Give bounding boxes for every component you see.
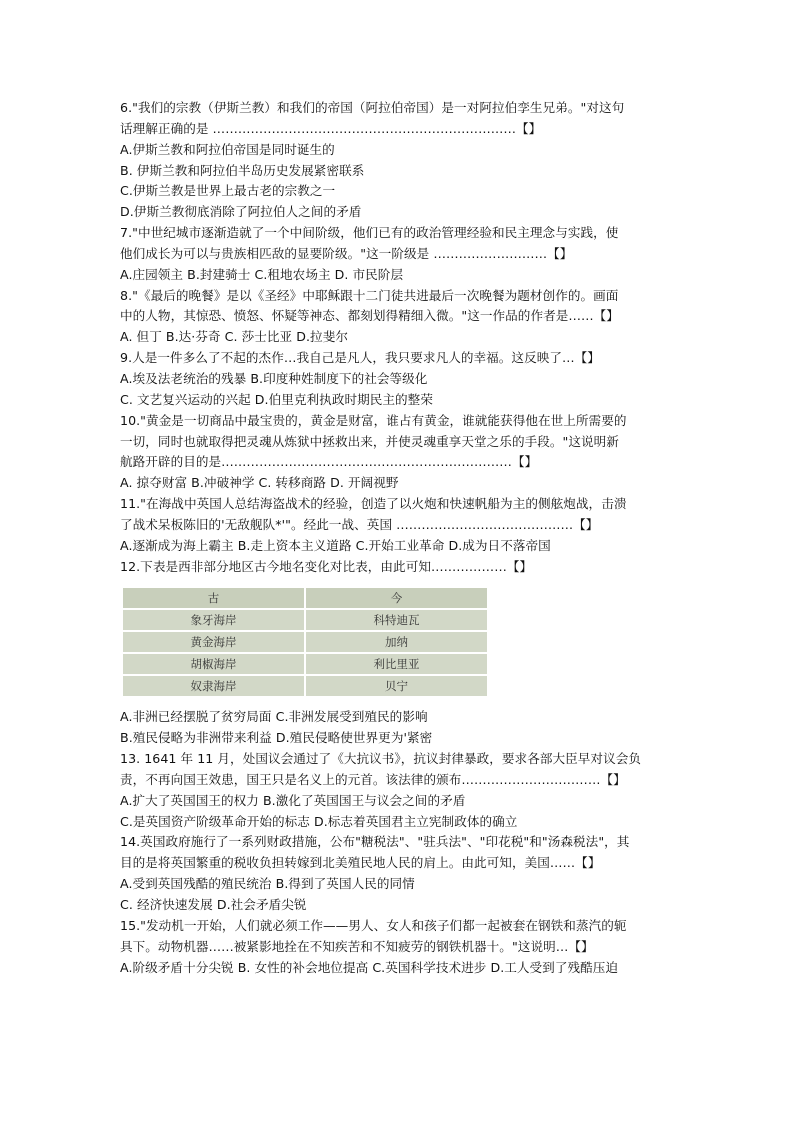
place-name-table [121,586,489,698]
table-header-cell: 今 [305,587,488,609]
text-line: 7."中世纪城市逐渐造就了一个中间阶级，他们已有的政治管理经验和民主理念与实践，使 [120,225,619,241]
text-line: A.阶级矛盾十分尖锐 B. 女性的补会地位提高 C.英国科学技术进步 D.工人受到了残酷压迫 [120,959,619,975]
text-line: A.逐渐成为海上霸主 B.走上资本主义道路 C.开始工业革命 D.成为日不落帝国 [120,537,551,553]
text-line: 8."《最后的晚餐》是以《圣经》中耶稣跟十二门徒共进最后一次晚餐为题材创作的。画面 [120,287,619,303]
text-line: 14.英国政府施行了一系列财政措施，公布"糖税法"、"驻兵法"、"印花税"和"汤森税法"，其 [120,834,630,850]
text-line: 9.人是一件多么了不起的杰作…我自己是凡人，我只要求凡人的幸福。这反映了…【】 [120,350,600,366]
table-row [122,631,488,653]
text-line: 中的人物，其惊恐、愤怒、怀疑等神态、都刻划得精细入微。"这一作品的作者是……【】 [120,308,619,324]
questions-6-to-12 [120,98,680,577]
text-line: 13. 1641 年 11 月，处国议会通过了《大抗议书》，抗议封律暴政，要求各部大臣早对议会负 [120,751,641,767]
text-line: 6."我们的宗教（伊斯兰教）和我们的帝国（阿拉伯帝国）是一对阿拉伯孪生兄弟。"对这句 [120,100,625,115]
table-cell: 利比里亚 [305,653,488,675]
text-line: A.扩大了英国国王的权力 B.激化了英国国王与议会之间的矛盾 [120,792,466,808]
table-cell: 象牙海岸 [122,609,305,631]
text-line: B. 伊斯兰教和阿拉伯半岛历史发展紧密联系 [120,162,365,178]
text-line: C. 经济快速发展 D.社会矛盾尖锐 [120,897,307,912]
text-line: 他们成长为可以与贵族相匹敌的显要阶级。"这一阶级是 ………………………【】 [120,245,573,261]
document-body [120,98,680,978]
text-line: 了战术呆板陈旧的'无敌舰队*'"。经此一战、英国 ……………………………………【】 [120,516,599,532]
text-line: 11."在海战中英国人总结海盗战术的经验，创造了以火炮和快速帆船为主的侧舷炮战，击溃 [120,496,627,512]
text-line: A.庄园领主 B.封建骑士 C.租地农场主 D. 市民阶层 [120,266,404,282]
text-line: 一切，同时也就取得把灵魂从炼狱中拯救出来，并使灵魂重享天堂之乐的手段。"这说明新 [120,433,619,449]
text-line: C.是英国资产阶级革命开始的标志 D.标志着英国君主立宪制政体的确立 [120,813,518,829]
table-cell: 科特迪瓦 [305,609,488,631]
text-line: 责，不再向国王效患，国王只是名义上的元首。该法律的颁布……………………………【】 [120,771,626,787]
table-row [122,675,488,697]
text-line: A. 但丁 B.达·芬奇 C. 莎士比亚 D.拉斐尔 [120,329,348,345]
table-cell: 奴隶海岸 [122,675,305,697]
table-row [122,609,488,631]
text-line: 具下。动物机器……被紧影地拴在不知疾苦和不知疲劳的钢铁机器十。"这说明…【】 [120,938,594,954]
text-line: B.殖民侵略为非洲带来利益 D.殖民侵略使世界更为'紧密 [120,730,433,746]
text-line: A.伊斯兰教和阿拉伯帝国是同时诞生的 [120,141,335,157]
text-line: 话理解正确的是 ………………………………………………………………【】 [120,120,542,136]
text-line: 12.下表是西非部分地区古今地名变化对比表，由此可知………………【】 [120,558,533,574]
text-line: A.非洲已经摆脱了贫穷局面 C.非洲发展受到殖民的影响 [120,709,428,725]
text-line: C.伊斯兰教是世界上最古老的宗教之一 [120,183,336,199]
text-line: D.伊斯兰教彻底消除了阿拉伯人之间的矛盾 [120,204,362,220]
text-line: 目的是将英国繁重的税收负担转嫁到北美殖民地人民的肩上。由此可知，美国……【】 [120,855,601,871]
text-line: 15."发动机一开始，人们就必须工作——男人、女人和孩子们都一起被套在钢铁和蒸汽的轭 [120,917,627,933]
text-line: A.埃及法老统治的残暴 B.印度种姓制度下的社会等级化 [120,370,428,386]
table-header-row [122,587,488,609]
questions-12-options-to-15 [120,707,680,978]
text-line: A. 掠夺财富 B.冲破神学 C. 转移商路 D. 开阔视野 [120,475,399,491]
text-line: 10."黄金是一切商品中最宝贵的，黄金是财富，谁占有黄金，谁就能获得他在世上所需要的 [120,412,627,428]
table-header-cell: 古 [122,587,305,609]
table-row [122,653,488,675]
table-cell: 加纳 [305,631,488,653]
table-cell: 黄金海岸 [122,631,305,653]
table-cell: 贝宁 [305,675,488,697]
text-line: C. 文艺复兴运动的兴起 D.伯里克利执政时期民主的整荣 [120,391,433,407]
table-cell: 胡椒海岸 [122,653,305,675]
text-line: A.受到英国残酷的殖民统治 B.得到了英国人民的同情 [120,876,415,892]
text-line: 航路开辟的目的是……………………………………………………………【】 [120,454,538,470]
